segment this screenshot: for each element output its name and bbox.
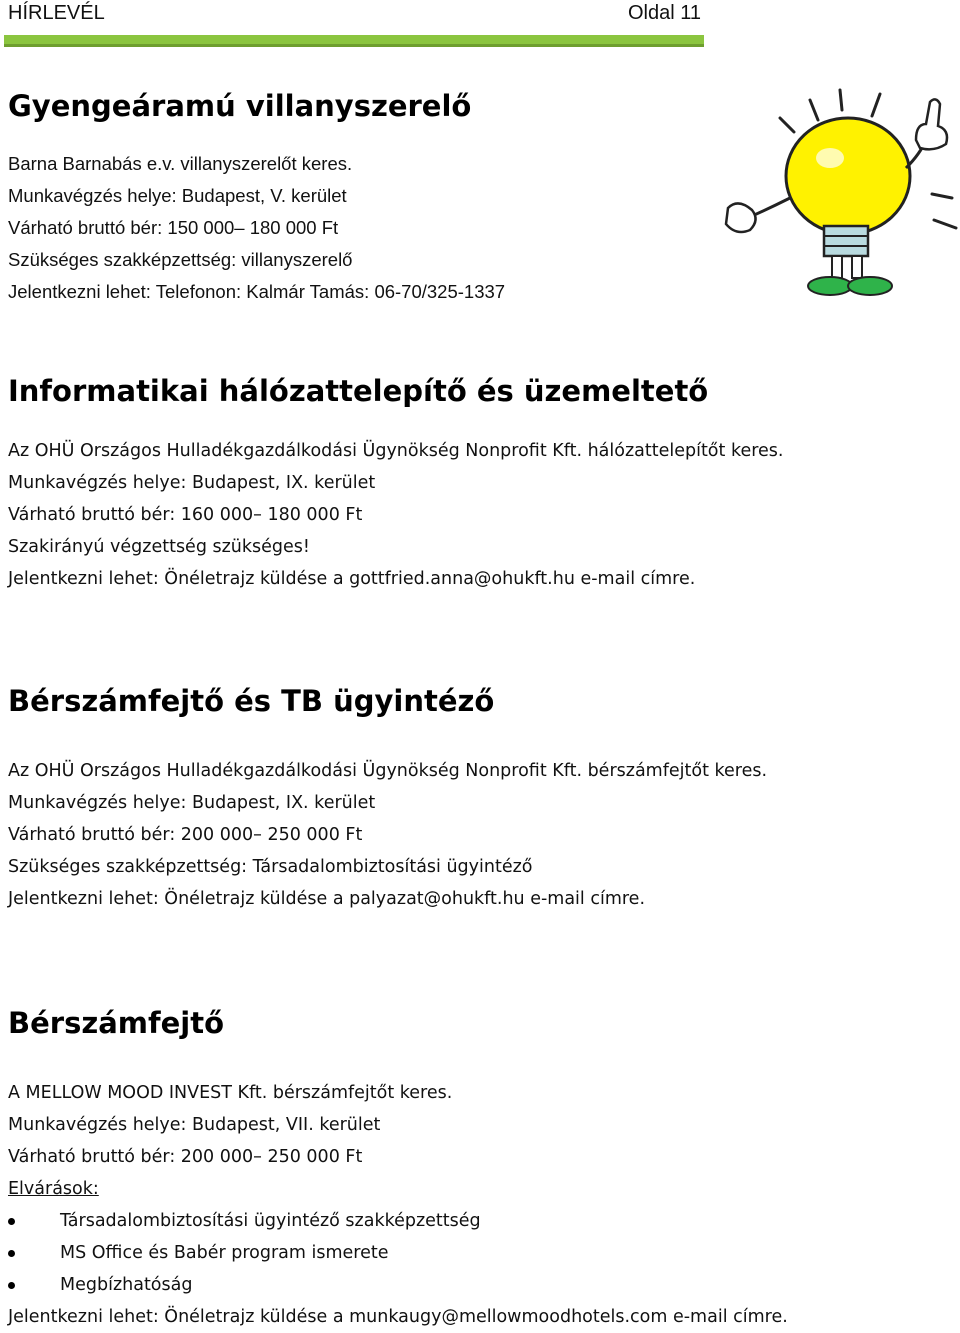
page-number: Oldal 11 <box>628 2 702 24</box>
list-item <box>8 1269 948 1301</box>
job-line: Szakirányú végzettség szükséges! <box>8 537 310 557</box>
job-listing <box>8 683 948 915</box>
job-line: Jelentkezni lehet: Telefonon: Kalmár Tamás: 06-70/325-1337 <box>8 281 506 302</box>
job-listing <box>8 88 948 308</box>
job-line: Várható bruttó bér: 200 000– 250 000 Ft <box>8 825 363 845</box>
newsletter-label: HÍRLEVÉL <box>8 2 105 24</box>
requirements-list <box>8 1205 948 1301</box>
bullet-icon <box>8 1250 15 1257</box>
job-title: Gyengeáramú villanyszerelő <box>8 89 472 123</box>
list-item <box>8 1205 948 1237</box>
job-line: Munkavégzés helye: Budapest, VII. kerület <box>8 1115 381 1135</box>
requirement-text: MS Office és Babér program ismerete <box>60 1243 389 1263</box>
bullet-icon <box>8 1282 15 1289</box>
job-line: Munkavégzés helye: Budapest, IX. kerület <box>8 793 376 813</box>
job-title: Informatikai hálózattelepítő és üzemeltető <box>8 374 709 408</box>
job-line: Jelentkezni lehet: Önéletrajz küldése a palyazat@ohukft.hu e-mail címre. <box>8 889 646 909</box>
job-listing <box>8 373 948 595</box>
job-line: Munkavégzés helye: Budapest, IX. kerület <box>8 473 376 493</box>
header-divider-bar <box>4 35 704 47</box>
bullet-icon <box>8 1218 15 1225</box>
job-line: Az OHÜ Országos Hulladékgazdálkodási Ügynökség Nonprofit Kft. bérszámfejtőt keres. <box>8 761 768 781</box>
job-line: Várható bruttó bér: 200 000– 250 000 Ft <box>8 1147 363 1167</box>
job-line: Szükséges szakképzettség: villanyszerelő <box>8 249 353 270</box>
requirement-text: Megbízhatóság <box>60 1275 193 1295</box>
job-line: Jelentkezni lehet: Önéletrajz küldése a gottfried.anna@ohukft.hu e-mail címre. <box>8 569 696 589</box>
job-line: Szükséges szakképzettség: Társadalombiztosítási ügyintéző <box>8 857 533 877</box>
job-listing <box>8 1005 948 1333</box>
job-line: Várható bruttó bér: 150 000– 180 000 Ft <box>8 217 339 238</box>
list-item <box>8 1237 948 1269</box>
requirement-text: Társadalombiztosítási ügyintéző szakképzettség <box>60 1211 481 1231</box>
job-title: Bérszámfejtő és TB ügyintéző <box>8 684 495 718</box>
job-apply-line: Jelentkezni lehet: Önéletrajz küldése a munkaugy@mellowmoodhotels.com e-mail címre. <box>8 1307 788 1327</box>
job-line: Barna Barnabás e.v. villanyszerelőt keres. <box>8 153 353 174</box>
job-line: Az OHÜ Országos Hulladékgazdálkodási Ügynökség Nonprofit Kft. hálózattelepítőt keres. <box>8 441 784 461</box>
requirements-label: Elvárások: <box>8 1179 99 1199</box>
job-title: Bérszámfejtő <box>8 1006 225 1040</box>
job-line: Várható bruttó bér: 160 000– 180 000 Ft <box>8 505 363 525</box>
job-line: A MELLOW MOOD INVEST Kft. bérszámfejtőt keres. <box>8 1083 453 1103</box>
job-line: Munkavégzés helye: Budapest, V. kerület <box>8 185 347 206</box>
